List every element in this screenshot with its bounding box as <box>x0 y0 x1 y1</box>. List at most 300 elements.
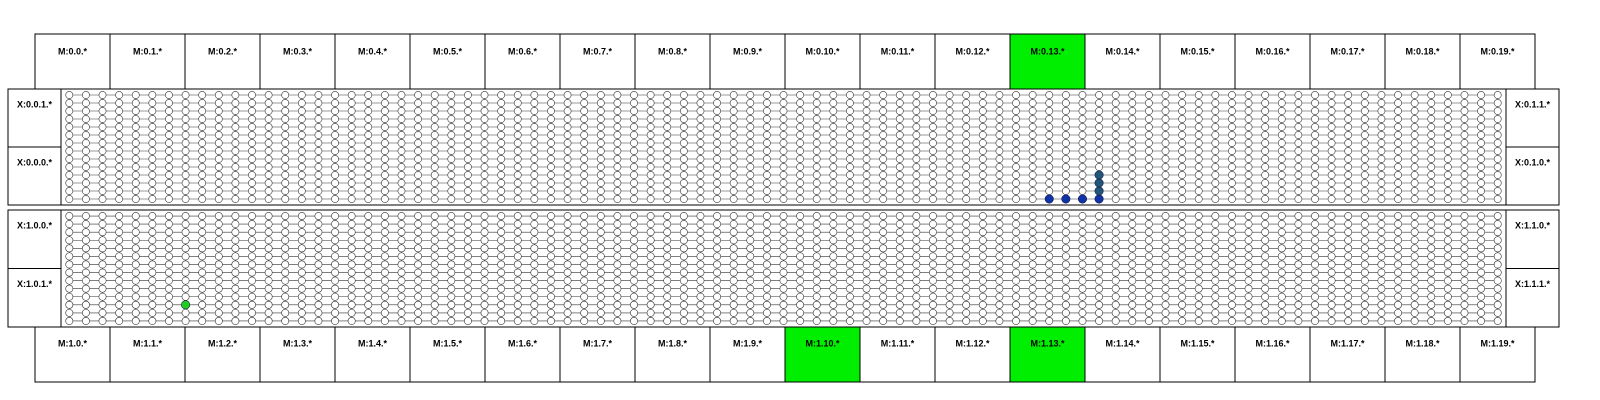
bottom-module-13[interactable] <box>1010 326 1085 382</box>
node <box>979 285 986 292</box>
bottom-module-6[interactable] <box>485 326 560 382</box>
node <box>398 237 405 244</box>
node <box>1046 285 1053 292</box>
node <box>780 220 787 227</box>
node <box>149 195 156 202</box>
node <box>99 229 106 236</box>
node <box>82 269 89 276</box>
node <box>298 179 305 186</box>
node <box>448 229 455 236</box>
node <box>1461 253 1468 260</box>
node <box>1278 301 1285 308</box>
node <box>215 195 222 202</box>
node <box>531 115 538 122</box>
node <box>298 293 305 300</box>
node <box>1328 91 1335 98</box>
node <box>1062 171 1069 178</box>
node <box>1046 277 1053 284</box>
top-module-label: M:0.17.* <box>1330 46 1365 57</box>
node <box>365 277 372 284</box>
top-module-6[interactable] <box>485 34 560 89</box>
node <box>232 285 239 292</box>
node <box>1079 229 1086 236</box>
node <box>780 253 787 260</box>
node <box>780 179 787 186</box>
node <box>747 269 754 276</box>
node <box>630 261 637 268</box>
node <box>265 139 272 146</box>
node <box>99 123 106 130</box>
node <box>1112 163 1119 170</box>
top-module-10[interactable] <box>785 34 860 89</box>
top-module-3[interactable] <box>260 34 335 89</box>
top-module-box <box>935 34 1010 89</box>
node <box>730 269 737 276</box>
node <box>1046 229 1053 236</box>
node <box>1112 171 1119 178</box>
node <box>1145 245 1152 252</box>
node <box>1046 115 1053 122</box>
node <box>448 163 455 170</box>
node <box>132 293 139 300</box>
node <box>1195 91 1202 98</box>
node <box>448 245 455 252</box>
node <box>547 317 554 324</box>
bottom-module-3[interactable] <box>260 326 335 382</box>
node <box>265 285 272 292</box>
node <box>564 229 571 236</box>
node <box>82 163 89 170</box>
node <box>713 147 720 154</box>
node <box>647 277 654 284</box>
node <box>1394 107 1401 114</box>
node <box>448 107 455 114</box>
node <box>1046 171 1053 178</box>
node <box>747 309 754 316</box>
node <box>863 245 870 252</box>
top-module-11[interactable] <box>860 34 935 89</box>
bottom-module-12[interactable] <box>935 326 1010 382</box>
active-node[interactable] <box>1062 195 1070 203</box>
bottom-module-2[interactable] <box>185 326 260 382</box>
active-node[interactable] <box>1095 179 1103 187</box>
node <box>963 179 970 186</box>
node <box>763 269 770 276</box>
node <box>82 293 89 300</box>
node <box>1411 261 1418 268</box>
node <box>414 131 421 138</box>
top-module-0[interactable] <box>35 34 110 89</box>
bottom-module-16[interactable] <box>1235 326 1310 382</box>
bottom-module-5[interactable] <box>410 326 485 382</box>
top-module-label: M:0.1.* <box>132 46 163 57</box>
node <box>1411 171 1418 178</box>
node <box>863 107 870 114</box>
top-module-19[interactable] <box>1460 34 1535 89</box>
top-module-2[interactable] <box>185 34 260 89</box>
bottom-module-1[interactable] <box>110 326 185 382</box>
node <box>365 301 372 308</box>
node <box>1245 317 1252 324</box>
node <box>597 237 604 244</box>
node <box>963 115 970 122</box>
node <box>630 139 637 146</box>
bottom-module-10[interactable] <box>785 326 860 382</box>
node <box>1461 269 1468 276</box>
node <box>1477 139 1484 146</box>
node <box>431 269 438 276</box>
node <box>846 212 853 219</box>
node <box>265 309 272 316</box>
node <box>1029 309 1036 316</box>
node <box>99 220 106 227</box>
node <box>1046 107 1053 114</box>
node <box>1278 139 1285 146</box>
node <box>1262 99 1269 106</box>
node <box>1228 229 1235 236</box>
node <box>331 147 338 154</box>
node <box>1212 269 1219 276</box>
node <box>82 155 89 162</box>
node <box>1328 253 1335 260</box>
node <box>99 245 106 252</box>
node <box>1112 155 1119 162</box>
active-node[interactable] <box>1045 195 1053 203</box>
node <box>1494 301 1501 308</box>
bottom-module-4[interactable] <box>335 326 410 382</box>
node <box>1461 293 1468 300</box>
node <box>963 139 970 146</box>
top-module-14[interactable] <box>1085 34 1160 89</box>
switch-port-left-1-0[interactable] <box>8 210 61 269</box>
top-module-16[interactable] <box>1235 34 1310 89</box>
node <box>99 163 106 170</box>
node <box>331 131 338 138</box>
node <box>1046 212 1053 219</box>
node <box>132 237 139 244</box>
node <box>1162 163 1169 170</box>
node <box>514 91 521 98</box>
node <box>1062 301 1069 308</box>
node <box>248 91 255 98</box>
node <box>780 212 787 219</box>
top-module-13[interactable] <box>1010 34 1085 89</box>
node <box>1378 163 1385 170</box>
node <box>1012 155 1019 162</box>
node <box>730 139 737 146</box>
bottom-module-label: M:1.5.* <box>432 338 463 349</box>
switch-port-right-0-0[interactable] <box>1506 89 1559 147</box>
node <box>1079 317 1086 324</box>
node <box>1195 179 1202 186</box>
active-node[interactable] <box>1078 195 1086 203</box>
bottom-module-18[interactable] <box>1385 326 1460 382</box>
node <box>1262 212 1269 219</box>
node <box>880 107 887 114</box>
node <box>963 163 970 170</box>
node <box>730 229 737 236</box>
node <box>1361 301 1368 308</box>
node <box>713 107 720 114</box>
node <box>431 317 438 324</box>
node <box>1212 245 1219 252</box>
top-module-5[interactable] <box>410 34 485 89</box>
node <box>315 171 322 178</box>
node <box>298 171 305 178</box>
node <box>581 245 588 252</box>
node <box>531 293 538 300</box>
node <box>431 171 438 178</box>
node <box>199 179 206 186</box>
node <box>115 317 122 324</box>
node <box>913 187 920 194</box>
node <box>248 131 255 138</box>
node <box>315 99 322 106</box>
switch-port-left-1-1[interactable] <box>8 269 61 328</box>
node <box>1162 237 1169 244</box>
top-module-1[interactable] <box>110 34 185 89</box>
bottom-module-8[interactable] <box>635 326 710 382</box>
node <box>929 245 936 252</box>
node <box>730 245 737 252</box>
node <box>331 123 338 130</box>
node <box>1195 285 1202 292</box>
switch-port-right-1-1[interactable] <box>1506 269 1559 328</box>
switch-port-left-0-0[interactable] <box>8 89 61 147</box>
node <box>1311 123 1318 130</box>
node <box>1145 269 1152 276</box>
node <box>1046 91 1053 98</box>
top-module-label: M:0.5.* <box>432 46 463 57</box>
node <box>996 107 1003 114</box>
node <box>581 131 588 138</box>
node <box>1461 229 1468 236</box>
node <box>896 147 903 154</box>
node <box>1411 277 1418 284</box>
node <box>315 147 322 154</box>
node <box>265 123 272 130</box>
node <box>780 261 787 268</box>
node <box>929 147 936 154</box>
node <box>1129 301 1136 308</box>
top-module-17[interactable] <box>1310 34 1385 89</box>
node <box>1494 317 1501 324</box>
top-module-18[interactable] <box>1385 34 1460 89</box>
node <box>1311 220 1318 227</box>
node <box>1444 309 1451 316</box>
bottom-module-14[interactable] <box>1085 326 1160 382</box>
node <box>813 107 820 114</box>
node <box>1345 309 1352 316</box>
top-module-12[interactable] <box>935 34 1010 89</box>
node <box>564 131 571 138</box>
node <box>846 253 853 260</box>
node <box>1262 229 1269 236</box>
node <box>331 220 338 227</box>
node <box>1228 285 1235 292</box>
node <box>647 195 654 202</box>
node <box>1278 123 1285 130</box>
node <box>1046 301 1053 308</box>
active-node[interactable] <box>1095 171 1103 179</box>
node <box>963 229 970 236</box>
node <box>1145 179 1152 186</box>
node <box>215 277 222 284</box>
node <box>149 212 156 219</box>
node <box>1095 123 1102 130</box>
node <box>115 212 122 219</box>
node <box>1162 139 1169 146</box>
node <box>1311 139 1318 146</box>
bottom-module-15[interactable] <box>1160 326 1235 382</box>
node <box>1245 237 1252 244</box>
node <box>99 171 106 178</box>
node <box>747 179 754 186</box>
node <box>115 277 122 284</box>
node <box>331 99 338 106</box>
node <box>1461 123 1468 130</box>
node <box>348 317 355 324</box>
node <box>713 269 720 276</box>
active-node[interactable] <box>1095 195 1103 203</box>
node <box>298 277 305 284</box>
node <box>581 293 588 300</box>
node <box>149 261 156 268</box>
node <box>1394 187 1401 194</box>
node <box>398 163 405 170</box>
node <box>1046 269 1053 276</box>
node <box>547 253 554 260</box>
node <box>331 301 338 308</box>
top-module-8[interactable] <box>635 34 710 89</box>
switch-port-right-1-0[interactable] <box>1506 210 1559 269</box>
node <box>1178 261 1185 268</box>
node <box>713 187 720 194</box>
node <box>66 253 73 260</box>
node <box>149 309 156 316</box>
top-module-15[interactable] <box>1160 34 1235 89</box>
node <box>913 261 920 268</box>
node <box>713 171 720 178</box>
node <box>979 139 986 146</box>
switch-port-left-0-1[interactable] <box>8 147 61 205</box>
node <box>398 147 405 154</box>
node <box>1311 245 1318 252</box>
node <box>481 309 488 316</box>
node <box>315 293 322 300</box>
node <box>581 179 588 186</box>
node <box>165 317 172 324</box>
node <box>82 99 89 106</box>
node <box>697 229 704 236</box>
node <box>1162 99 1169 106</box>
node <box>1328 220 1335 227</box>
node <box>315 195 322 202</box>
node <box>1029 269 1036 276</box>
node <box>581 155 588 162</box>
node <box>1262 293 1269 300</box>
node <box>165 293 172 300</box>
node <box>1494 309 1501 316</box>
bottom-module-17[interactable] <box>1310 326 1385 382</box>
node <box>896 91 903 98</box>
node <box>398 285 405 292</box>
node <box>1079 212 1086 219</box>
node <box>248 212 255 219</box>
node <box>464 131 471 138</box>
node <box>282 220 289 227</box>
node <box>946 229 953 236</box>
node <box>597 139 604 146</box>
node <box>414 285 421 292</box>
node <box>913 293 920 300</box>
node <box>149 107 156 114</box>
node <box>880 277 887 284</box>
node <box>1328 155 1335 162</box>
node <box>365 179 372 186</box>
node <box>1062 269 1069 276</box>
top-module-4[interactable] <box>335 34 410 89</box>
node <box>282 277 289 284</box>
node <box>1262 139 1269 146</box>
node <box>1095 293 1102 300</box>
node <box>1029 245 1036 252</box>
bottom-module-0[interactable] <box>35 326 110 382</box>
active-node[interactable] <box>181 301 189 309</box>
node <box>763 195 770 202</box>
node <box>597 220 604 227</box>
node <box>1477 147 1484 154</box>
bottom-module-19[interactable] <box>1460 326 1535 382</box>
node <box>1062 261 1069 268</box>
node <box>1179 123 1186 130</box>
node <box>132 212 139 219</box>
node <box>331 91 338 98</box>
node <box>464 171 471 178</box>
node <box>282 245 289 252</box>
node <box>215 155 222 162</box>
active-node[interactable] <box>1095 187 1103 195</box>
bottom-module-9[interactable] <box>710 326 785 382</box>
node <box>597 187 604 194</box>
node <box>1477 155 1484 162</box>
switch-port-right-0-1[interactable] <box>1506 147 1559 205</box>
node <box>1428 131 1435 138</box>
node <box>564 269 571 276</box>
node <box>1394 195 1401 202</box>
node <box>1079 301 1086 308</box>
top-module-7[interactable] <box>560 34 635 89</box>
node <box>165 269 172 276</box>
node <box>1361 147 1368 154</box>
node <box>331 179 338 186</box>
node <box>265 131 272 138</box>
top-module-9[interactable] <box>710 34 785 89</box>
bottom-module-11[interactable] <box>860 326 935 382</box>
node <box>165 187 172 194</box>
bottom-module-7[interactable] <box>560 326 635 382</box>
node <box>830 115 837 122</box>
node <box>880 220 887 227</box>
node <box>149 139 156 146</box>
node <box>265 115 272 122</box>
node <box>149 115 156 122</box>
node <box>1295 245 1302 252</box>
node <box>547 301 554 308</box>
node <box>846 115 853 122</box>
node <box>66 147 73 154</box>
node <box>863 309 870 316</box>
